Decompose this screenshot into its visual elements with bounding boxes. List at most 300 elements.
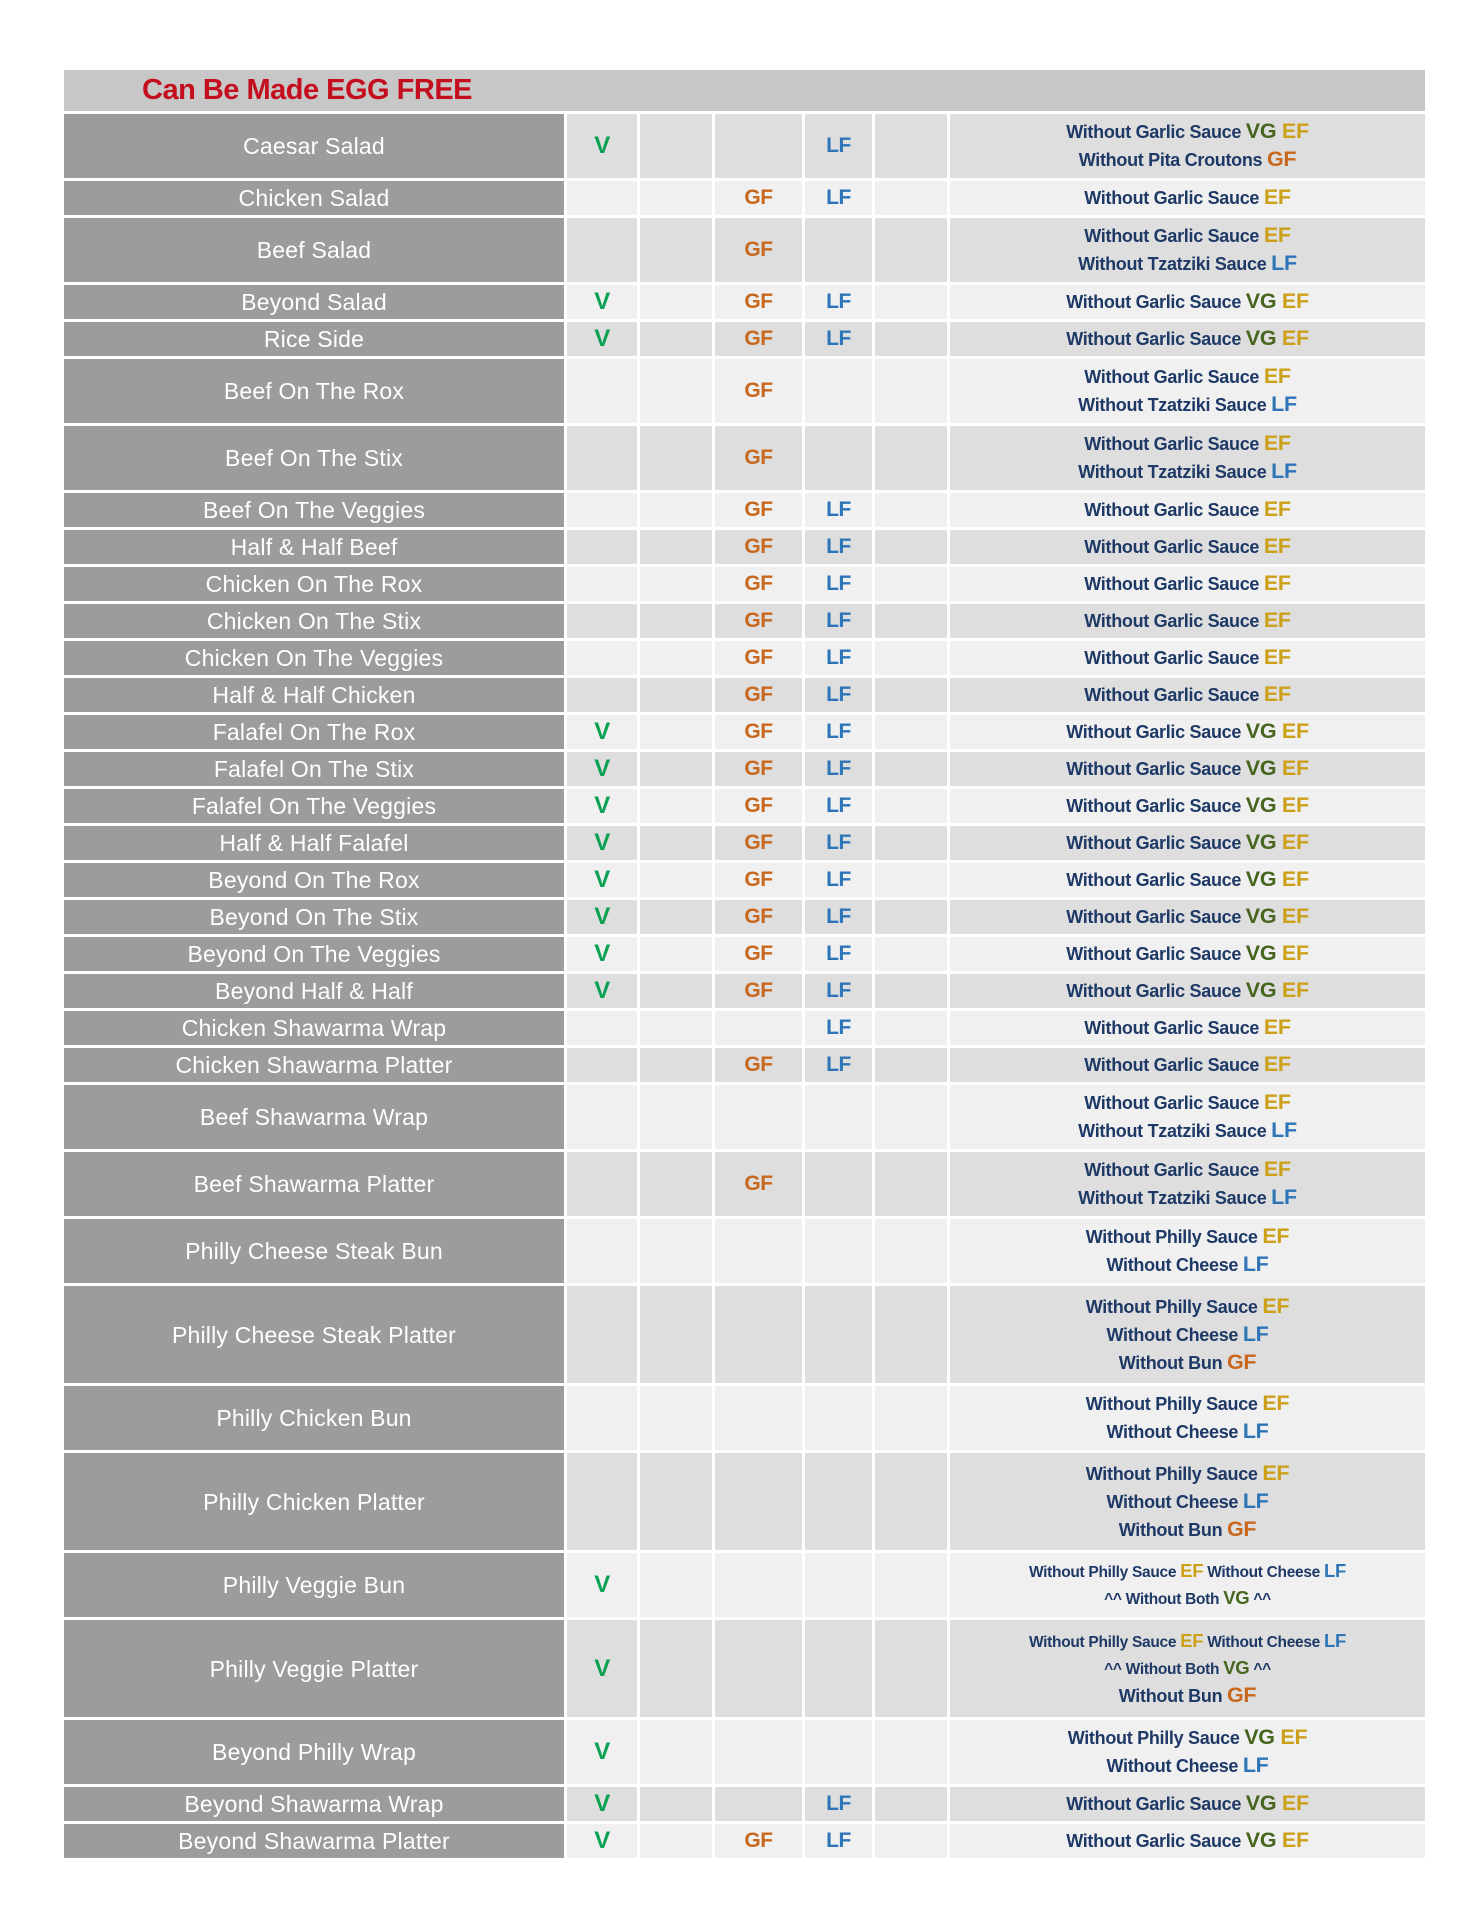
spacer-cell (875, 1048, 947, 1082)
table-row (64, 1048, 1425, 1082)
note-line (1104, 1655, 1271, 1682)
note-text: Without Garlic Sauce (1066, 122, 1246, 142)
vegan-mark: V (567, 826, 637, 860)
notes-cell (950, 937, 1425, 971)
note-badge-ef: EF (1281, 1828, 1309, 1852)
note-line (1066, 792, 1309, 820)
lactose-free-mark: LF (805, 863, 872, 897)
item-name: Beyond On The Stix (64, 900, 564, 934)
gluten-free-mark: GF (715, 426, 802, 490)
vegan-mark (567, 567, 637, 601)
vegan-mark: V (567, 114, 637, 178)
gluten-free-mark: GF (715, 530, 802, 564)
spacer-cell (875, 789, 947, 823)
note-line (1078, 1184, 1297, 1212)
item-name: Beef On The Veggies (64, 493, 564, 527)
note-text: Without Cheese (1106, 1756, 1243, 1776)
table-row (64, 322, 1425, 356)
note-line (1084, 681, 1290, 709)
note-line (1084, 363, 1290, 391)
gluten-free-mark: GF (715, 322, 802, 356)
notes-cell (950, 715, 1425, 749)
note-line (1066, 1790, 1309, 1818)
notes-cell (950, 1152, 1425, 1216)
spacer-cell (875, 218, 947, 282)
table-row (64, 567, 1425, 601)
note-line (1066, 940, 1309, 968)
lactose-free-mark: LF (805, 181, 872, 215)
notes-cell (950, 285, 1425, 319)
lactose-free-mark (805, 1453, 872, 1550)
item-name: Chicken Shawarma Wrap (64, 1011, 564, 1045)
lactose-free-mark: LF (805, 1787, 872, 1821)
gluten-free-mark: GF (715, 863, 802, 897)
note-text: Without Philly Sauce (1085, 1296, 1263, 1317)
gluten-free-mark (715, 1720, 802, 1784)
vegan-mark (567, 1219, 637, 1283)
lactose-free-mark (805, 1553, 872, 1617)
table-rows (64, 114, 1425, 1858)
table-row (64, 863, 1425, 897)
spacer-cell (640, 1787, 712, 1821)
table-row (64, 1824, 1425, 1858)
note-text: Without Garlic Sauce (1084, 1093, 1264, 1113)
note-badge-lf: LF (1242, 1419, 1269, 1443)
note-line (1106, 1321, 1268, 1349)
gluten-free-mark: GF (715, 181, 802, 215)
spacer-cell (875, 826, 947, 860)
note-badge-ef: EF (1281, 978, 1309, 1002)
table-row (64, 1152, 1425, 1216)
spacer-cell (875, 863, 947, 897)
lactose-free-mark: LF (805, 285, 872, 319)
table-row (64, 530, 1425, 564)
notes-cell (950, 789, 1425, 823)
notes-cell (950, 359, 1425, 423)
gluten-free-mark: GF (715, 493, 802, 527)
gluten-free-mark: GF (715, 1152, 802, 1216)
spacer-cell (875, 493, 947, 527)
item-name: Chicken On The Stix (64, 604, 564, 638)
gluten-free-mark (715, 1553, 802, 1617)
notes-cell (950, 1286, 1425, 1383)
note-line (1029, 1558, 1346, 1585)
note-line (1068, 1724, 1308, 1752)
note-text: Without Tzatziki Sauce (1078, 462, 1272, 482)
note-text: Without Garlic Sauce (1066, 907, 1246, 927)
note-text: Without Philly Sauce (1085, 1227, 1263, 1247)
spacer-cell (640, 181, 712, 215)
notes-cell (950, 218, 1425, 282)
spacer-cell (640, 359, 712, 423)
note-text: Without Garlic Sauce (1084, 537, 1264, 557)
vegan-mark (567, 1011, 637, 1045)
note-text: Without Garlic Sauce (1084, 434, 1264, 454)
table-row (64, 789, 1425, 823)
vegan-mark (567, 604, 637, 638)
notes-cell (950, 1219, 1425, 1283)
gluten-free-mark (715, 1386, 802, 1450)
note-line (1084, 496, 1290, 524)
notes-cell (950, 1824, 1425, 1858)
vegan-mark (567, 181, 637, 215)
note-text: ^^ Without Both (1104, 1660, 1224, 1678)
lactose-free-mark: LF (805, 1048, 872, 1082)
spacer-cell (875, 1720, 947, 1784)
lactose-free-mark (805, 1386, 872, 1450)
notes-cell (950, 567, 1425, 601)
gluten-free-mark (715, 114, 802, 178)
item-name: Chicken Salad (64, 181, 564, 215)
lactose-free-mark (805, 1219, 872, 1283)
note-badge-lf: LF (1242, 1488, 1269, 1513)
notes-cell (950, 1453, 1425, 1550)
note-badge-gf: GF (1226, 1349, 1257, 1374)
notes-cell (950, 678, 1425, 712)
vegan-mark: V (567, 1787, 637, 1821)
table-row (64, 752, 1425, 786)
vegan-mark: V (567, 974, 637, 1008)
note-line (1066, 903, 1309, 931)
note-badge-lf: LF (1242, 1753, 1269, 1777)
note-text: ^^ Without Both (1104, 1591, 1224, 1608)
vegan-mark (567, 493, 637, 527)
table-row (64, 1787, 1425, 1821)
item-name: Beef Salad (64, 218, 564, 282)
note-line (1119, 1349, 1256, 1377)
vegan-mark (567, 1048, 637, 1082)
lactose-free-mark: LF (805, 530, 872, 564)
spacer-cell (875, 1453, 947, 1550)
note-badge-lf: LF (1271, 1118, 1297, 1142)
item-name: Beef Shawarma Platter (64, 1152, 564, 1216)
note-badge-ef: EF (1263, 1090, 1291, 1114)
spacer-cell (875, 1286, 947, 1383)
note-badge-vg: VG (1245, 326, 1282, 350)
item-name: Beyond On The Veggies (64, 937, 564, 971)
vegan-mark (567, 218, 637, 282)
note-badge-ef: EF (1263, 682, 1291, 706)
table-row (64, 1085, 1425, 1149)
gluten-free-mark (715, 1787, 802, 1821)
spacer-cell (640, 1011, 712, 1045)
table-row (64, 1620, 1425, 1717)
lactose-free-mark (805, 1085, 872, 1149)
gluten-free-mark (715, 1286, 802, 1383)
note-text: Without Garlic Sauce (1084, 1018, 1264, 1038)
notes-cell (950, 1720, 1425, 1784)
note-text: Without Garlic Sauce (1084, 1160, 1264, 1180)
note-line (1084, 644, 1290, 672)
spacer-cell (875, 937, 947, 971)
table-row (64, 1386, 1425, 1450)
note-badge-ef: EF (1263, 431, 1291, 455)
lactose-free-mark (805, 1152, 872, 1216)
note-badge-ef: EF (1281, 289, 1309, 313)
item-name: Beyond Shawarma Wrap (64, 1787, 564, 1821)
lactose-free-mark: LF (805, 604, 872, 638)
spacer-cell (640, 1553, 712, 1617)
note-text: Without Philly Sauce (1067, 1728, 1245, 1748)
note-badge-lf: LF (1324, 1629, 1347, 1651)
spacer-cell (640, 285, 712, 319)
item-name: Chicken On The Veggies (64, 641, 564, 675)
spacer-cell (640, 426, 712, 490)
note-line (1084, 570, 1290, 598)
vegan-mark (567, 641, 637, 675)
note-badge-ef: EF (1281, 830, 1309, 854)
note-text: Without Tzatziki Sauce (1078, 395, 1272, 415)
gluten-free-mark: GF (715, 285, 802, 319)
spacer-cell (875, 567, 947, 601)
spacer-cell (875, 604, 947, 638)
note-text: Without Garlic Sauce (1066, 796, 1246, 816)
note-badge-ef: EF (1281, 941, 1309, 965)
spacer-cell (875, 678, 947, 712)
spacer-cell (875, 752, 947, 786)
note-badge-vg: VG (1245, 941, 1282, 965)
note-line (1066, 1827, 1309, 1855)
note-text: ^^ (1249, 1660, 1271, 1678)
note-badge-ef: EF (1281, 756, 1309, 780)
note-badge-ef: EF (1263, 1015, 1291, 1039)
vegan-mark: V (567, 900, 637, 934)
note-line (1078, 1117, 1297, 1145)
spacer-cell (640, 1048, 712, 1082)
item-name: Rice Side (64, 322, 564, 356)
note-text: Without Cheese (1106, 1255, 1243, 1275)
spacer-cell (640, 1620, 712, 1717)
note-badge-vg: VG (1245, 719, 1282, 743)
item-name: Beyond On The Rox (64, 863, 564, 897)
lactose-free-mark: LF (805, 789, 872, 823)
lactose-free-mark: LF (805, 900, 872, 934)
notes-cell (950, 114, 1425, 178)
table-row (64, 181, 1425, 215)
note-badge-lf: LF (1271, 392, 1297, 416)
note-badge-vg: VG (1245, 867, 1282, 891)
item-name: Philly Veggie Platter (64, 1620, 564, 1717)
note-badge-lf: LF (1242, 1321, 1269, 1346)
note-line (1066, 718, 1309, 746)
note-line (1079, 146, 1296, 174)
item-name: Philly Chicken Bun (64, 1386, 564, 1450)
note-text: Without Garlic Sauce (1066, 1794, 1246, 1814)
note-text: Without Pita Croutons (1078, 150, 1267, 170)
notes-cell (950, 1620, 1425, 1717)
note-badge-ef: EF (1180, 1629, 1204, 1651)
gluten-free-mark: GF (715, 937, 802, 971)
spacer-cell (875, 1152, 947, 1216)
lactose-free-mark (805, 218, 872, 282)
spacer-cell (875, 1553, 947, 1617)
item-name: Half & Half Falafel (64, 826, 564, 860)
note-line (1119, 1516, 1256, 1544)
notes-cell (950, 863, 1425, 897)
spacer-cell (640, 322, 712, 356)
note-text: Without Philly Sauce (1028, 1633, 1181, 1651)
vegan-mark: V (567, 863, 637, 897)
note-text: Without Bun (1118, 1685, 1227, 1706)
gluten-free-mark (715, 1011, 802, 1045)
note-badge-ef: EF (1262, 1224, 1290, 1248)
note-badge-vg: VG (1245, 978, 1282, 1002)
note-text: ^^ (1249, 1591, 1271, 1608)
spacer-cell (640, 752, 712, 786)
note-badge-ef: EF (1263, 364, 1291, 388)
note-badge-lf: LF (1271, 251, 1297, 275)
spacer-cell (875, 1787, 947, 1821)
vegan-mark: V (567, 1620, 637, 1717)
spacer-cell (640, 1453, 712, 1550)
item-name: Beyond Shawarma Platter (64, 1824, 564, 1858)
note-text: Without Garlic Sauce (1084, 574, 1264, 594)
note-badge-gf: GF (1226, 1516, 1257, 1541)
notes-cell (950, 426, 1425, 490)
spacer-cell (875, 1620, 947, 1717)
note-badge-gf: GF (1226, 1682, 1257, 1707)
note-text: Without Garlic Sauce (1066, 870, 1246, 890)
spacer-cell (640, 604, 712, 638)
note-badge-gf: GF (1266, 147, 1297, 171)
note-text: Without Tzatziki Sauce (1078, 254, 1272, 274)
table-row (64, 826, 1425, 860)
table-row (64, 604, 1425, 638)
note-text: Without Cheese (1106, 1324, 1243, 1345)
lactose-free-mark: LF (805, 493, 872, 527)
notes-cell (950, 1085, 1425, 1149)
vegan-mark (567, 1386, 637, 1450)
item-name: Beef Shawarma Wrap (64, 1085, 564, 1149)
note-badge-ef: EF (1263, 1052, 1291, 1076)
page-title: Can Be Made EGG FREE (142, 74, 473, 106)
gluten-free-mark: GF (715, 218, 802, 282)
spacer-cell (875, 1824, 947, 1858)
note-badge-ef: EF (1281, 1791, 1309, 1815)
gluten-free-mark: GF (715, 604, 802, 638)
lactose-free-mark: LF (805, 567, 872, 601)
note-line (1078, 250, 1297, 278)
note-text: Without Philly Sauce (1028, 1564, 1181, 1581)
table-row (64, 426, 1425, 490)
table-row (64, 493, 1425, 527)
note-text: Without Tzatziki Sauce (1078, 1188, 1272, 1208)
spacer-cell (640, 678, 712, 712)
note-line (1084, 184, 1290, 212)
lactose-free-mark: LF (805, 937, 872, 971)
item-name: Half & Half Beef (64, 530, 564, 564)
note-badge-vg: VG (1245, 119, 1282, 143)
spacer-cell (875, 114, 947, 178)
note-text: Without Bun (1118, 1352, 1227, 1373)
vegan-mark (567, 1453, 637, 1550)
notes-cell (950, 826, 1425, 860)
note-badge-lf: LF (1271, 459, 1297, 483)
table-row (64, 1286, 1425, 1383)
gluten-free-mark: GF (715, 715, 802, 749)
gluten-free-mark: GF (715, 359, 802, 423)
table-row (64, 641, 1425, 675)
table-row (64, 359, 1425, 423)
note-badge-ef: EF (1281, 719, 1309, 743)
spacer-cell (875, 641, 947, 675)
spacer-cell (640, 863, 712, 897)
table-row (64, 114, 1425, 178)
lactose-free-mark: LF (805, 1824, 872, 1858)
note-line (1078, 458, 1297, 486)
lactose-free-mark (805, 426, 872, 490)
note-badge-ef: EF (1263, 571, 1291, 595)
item-name: Beef On The Stix (64, 426, 564, 490)
gluten-free-mark: GF (715, 678, 802, 712)
note-line (1066, 288, 1309, 316)
note-text: Without Garlic Sauce (1084, 611, 1264, 631)
note-line (1084, 1156, 1290, 1184)
vegan-mark (567, 359, 637, 423)
lactose-free-mark: LF (805, 1011, 872, 1045)
notes-cell (950, 752, 1425, 786)
note-line (1084, 1089, 1290, 1117)
vegan-mark: V (567, 715, 637, 749)
notes-cell (950, 493, 1425, 527)
item-name: Philly Cheese Steak Platter (64, 1286, 564, 1383)
vegan-mark: V (567, 1720, 637, 1784)
notes-cell (950, 1048, 1425, 1082)
note-text: Without Cheese (1203, 1564, 1324, 1581)
note-badge-vg: VG (1223, 1587, 1250, 1608)
note-line (1084, 1051, 1290, 1079)
note-text: Without Cheese (1106, 1491, 1243, 1512)
lactose-free-mark: LF (805, 114, 872, 178)
vegan-mark: V (567, 789, 637, 823)
spacer-cell (640, 641, 712, 675)
note-line (1086, 1293, 1289, 1321)
vegan-mark (567, 1085, 637, 1149)
item-name: Caesar Salad (64, 114, 564, 178)
note-line (1066, 118, 1309, 146)
note-text: Without Garlic Sauce (1084, 367, 1264, 387)
gluten-free-mark: GF (715, 826, 802, 860)
note-line (1066, 977, 1309, 1005)
note-badge-lf: LF (1324, 1560, 1347, 1581)
note-badge-ef: EF (1281, 119, 1309, 143)
spacer-cell (640, 530, 712, 564)
spacer-cell (875, 285, 947, 319)
table-row (64, 1011, 1425, 1045)
note-line (1086, 1223, 1289, 1251)
spacer-cell (640, 1286, 712, 1383)
lactose-free-mark (805, 359, 872, 423)
note-badge-ef: EF (1263, 497, 1291, 521)
table-row (64, 937, 1425, 971)
gluten-free-mark: GF (715, 567, 802, 601)
note-text: Without Philly Sauce (1085, 1394, 1263, 1414)
table-row (64, 1453, 1425, 1550)
spacer-cell (640, 114, 712, 178)
spacer-cell (875, 359, 947, 423)
note-badge-vg: VG (1245, 1828, 1282, 1852)
table-row (64, 715, 1425, 749)
note-line (1084, 607, 1290, 635)
note-badge-vg: VG (1245, 904, 1282, 928)
note-line (1084, 430, 1290, 458)
note-badge-ef: EF (1263, 185, 1291, 209)
note-line (1106, 1418, 1268, 1446)
spacer-cell (640, 900, 712, 934)
note-badge-ef: EF (1263, 223, 1291, 247)
notes-cell (950, 604, 1425, 638)
notes-cell (950, 530, 1425, 564)
